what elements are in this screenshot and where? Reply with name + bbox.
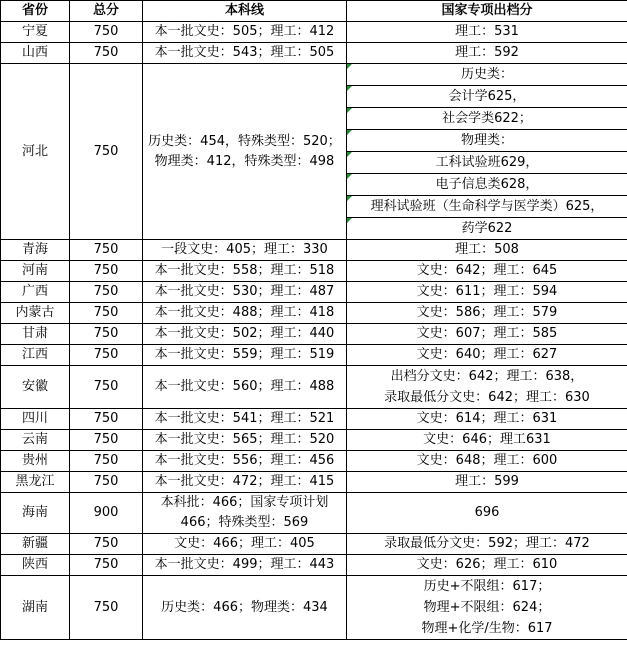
- cell-special: 理工：599: [347, 472, 627, 493]
- special-line: 录取最低分文史：642；理工：630: [384, 390, 590, 405]
- cell-special: 理工：592: [347, 43, 627, 64]
- cell-province: 四川: [1, 409, 70, 430]
- table-row: [1, 493, 627, 534]
- cell-line: 本一批文史：556；理工：456: [143, 451, 347, 472]
- cell-province: 黑龙江: [1, 472, 70, 493]
- cell-total: 750: [70, 324, 143, 345]
- cell-line: 本一批文史：560；理工：488: [143, 366, 347, 409]
- cell-special: 文史：640；理工：627: [347, 345, 627, 366]
- cell-province: 青海: [1, 240, 70, 261]
- cell-total: 900: [70, 493, 143, 534]
- cell-line: 本一批文史：558；理工：518: [143, 261, 347, 282]
- cell-line: 本科批：466；国家专项计划466；特殊类型：569: [143, 493, 347, 534]
- cell-special: 文史：607；理工：585: [347, 324, 627, 345]
- cell-line: 历史类：454，特殊类型：520；物理类：412，特殊类型：498: [143, 64, 347, 240]
- cell-province: 海南: [1, 493, 70, 534]
- cell-total: 750: [70, 345, 143, 366]
- special-line: 会计学625，: [347, 86, 627, 108]
- header-province: 省份: [1, 1, 70, 22]
- cell-line: 本一批文史：559；理工：519: [143, 345, 347, 366]
- header-special: 国家专项出档分: [347, 1, 627, 22]
- cell-line: 本一批文史：565；理工：520: [143, 430, 347, 451]
- cell-province: 安徽: [1, 366, 70, 409]
- table-row: [1, 430, 627, 451]
- cell-line: 本一批文史：505；理工：412: [143, 22, 347, 43]
- cell-special: 文史：646；理工631: [347, 430, 627, 451]
- table-row: [1, 64, 627, 240]
- cell-special: [347, 366, 627, 409]
- table-row: [1, 472, 627, 493]
- cell-province: 河南: [1, 261, 70, 282]
- cell-province: 宁夏: [1, 22, 70, 43]
- cell-total: 750: [70, 366, 143, 409]
- special-line: 社会学类622；: [347, 108, 627, 130]
- cell-special: 696: [347, 493, 627, 534]
- table-row: [1, 303, 627, 324]
- cell-province: 河北: [1, 64, 70, 240]
- cell-special: 理工：531: [347, 22, 627, 43]
- table-row: [1, 282, 627, 303]
- special-line: 物理+化学/生物：617: [421, 621, 553, 636]
- cell-province: 内蒙古: [1, 303, 70, 324]
- cell-line: 本一批文史：541；理工：521: [143, 409, 347, 430]
- cell-special: 文史：611；理工：594: [347, 282, 627, 303]
- special-line: 药学622: [347, 218, 627, 239]
- cell-total: 750: [70, 451, 143, 472]
- table-row: [1, 576, 627, 640]
- cell-line: 本一批文史：499；理工：443: [143, 555, 347, 576]
- cell-special: 文史：614；理工：631: [347, 409, 627, 430]
- cell-line: 文史：466；理工：405: [143, 534, 347, 555]
- cell-line: 一段文史：405；理工：330: [143, 240, 347, 261]
- table-row: [1, 345, 627, 366]
- cell-special: [347, 576, 627, 640]
- cell-province: 甘肃: [1, 324, 70, 345]
- cell-total: 750: [70, 261, 143, 282]
- cell-special: 录取最低分文史：592；理工：472: [347, 534, 627, 555]
- table-row: [1, 240, 627, 261]
- cell-special: 文史：586；理工：579: [347, 303, 627, 324]
- cell-total: 750: [70, 22, 143, 43]
- table-row: [1, 324, 627, 345]
- cell-total: 750: [70, 282, 143, 303]
- header-line: 本科线: [143, 1, 347, 22]
- cell-total: 750: [70, 43, 143, 64]
- header-total: 总分: [70, 1, 143, 22]
- cell-special: [347, 64, 627, 240]
- cell-total: 750: [70, 555, 143, 576]
- table-row: [1, 22, 627, 43]
- cell-province: 贵州: [1, 451, 70, 472]
- cell-total: 750: [70, 303, 143, 324]
- cell-line: 本一批文史：472；理工：415: [143, 472, 347, 493]
- special-line: 物理+不限组：624；: [423, 600, 551, 615]
- special-line: 理科试验班（生命科学与医学类）625，: [347, 196, 627, 218]
- special-line: 历史类：: [347, 64, 627, 86]
- special-line: 出档分文史：642；理工：638，: [390, 369, 584, 384]
- cell-province: 江西: [1, 345, 70, 366]
- table-row: [1, 409, 627, 430]
- cell-province: 云南: [1, 430, 70, 451]
- cell-province: 新疆: [1, 534, 70, 555]
- cell-total: 750: [70, 430, 143, 451]
- cell-province: 陕西: [1, 555, 70, 576]
- cell-line: 本一批文史：530；理工：487: [143, 282, 347, 303]
- cell-total: 750: [70, 576, 143, 640]
- table-row: [1, 534, 627, 555]
- cell-total: 750: [70, 409, 143, 430]
- cell-total: 750: [70, 472, 143, 493]
- table-row: [1, 43, 627, 64]
- cell-line: 本一批文史：488；理工：418: [143, 303, 347, 324]
- cell-province: 广西: [1, 282, 70, 303]
- cell-line: 本一批文史：502；理工：440: [143, 324, 347, 345]
- cell-province: 湖南: [1, 576, 70, 640]
- cell-special: 文史：642；理工：645: [347, 261, 627, 282]
- table-row: [1, 555, 627, 576]
- cell-special: 理工：508: [347, 240, 627, 261]
- table-row: [1, 451, 627, 472]
- cell-line: 历史类：466；物理类：434: [143, 576, 347, 640]
- special-line: 历史+不限组：617；: [423, 579, 551, 594]
- special-line: 物理类：: [347, 130, 627, 152]
- cell-special: 文史：626；理工：610: [347, 555, 627, 576]
- cell-total: 750: [70, 240, 143, 261]
- cell-province: 山西: [1, 43, 70, 64]
- cell-total: 750: [70, 64, 143, 240]
- special-line: 工科试验班629，: [347, 152, 627, 174]
- special-line: 电子信息类628，: [347, 174, 627, 196]
- table-row: [1, 261, 627, 282]
- header-row: [1, 1, 627, 22]
- cell-line: 本一批文史：543；理工：505: [143, 43, 347, 64]
- cell-total: 750: [70, 534, 143, 555]
- table-row: [1, 366, 627, 409]
- cell-special: 文史：648；理工：600: [347, 451, 627, 472]
